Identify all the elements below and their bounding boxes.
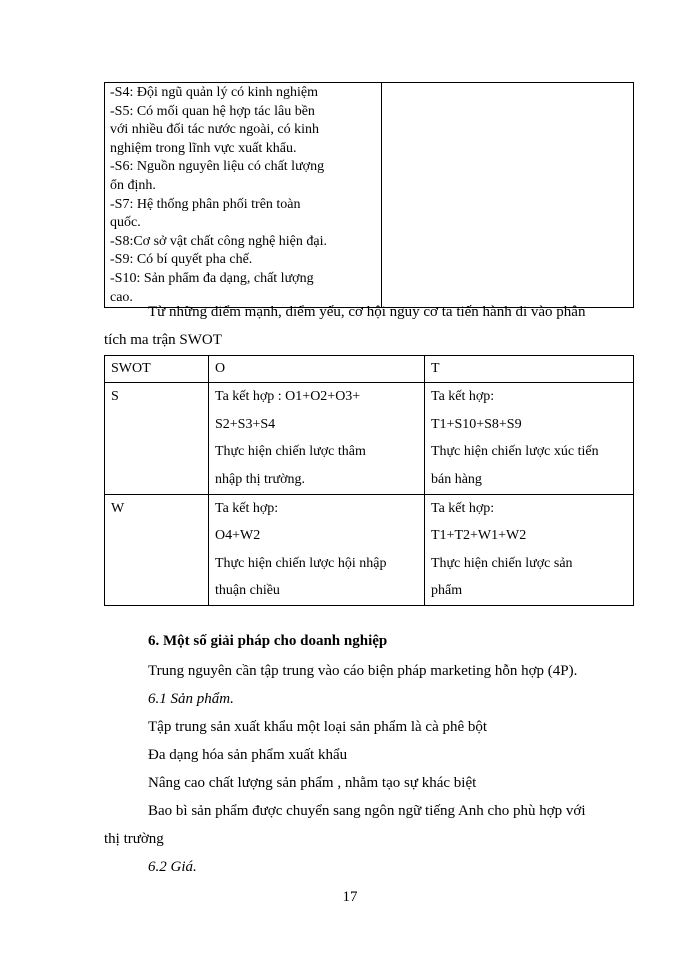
strength-line: -S7: Hệ thống phân phối trên toàn (110, 196, 301, 212)
paragraph: Đa dạng hóa sản phẩm xuất khẩu (148, 747, 348, 763)
empty-cell (382, 83, 634, 308)
cell-line: Thực hiện chiến lược thâm (215, 444, 366, 459)
cell-line: Ta kết hợp: (431, 389, 495, 404)
swot-cell-wo (209, 494, 425, 606)
swot-matrix (104, 355, 634, 606)
paragraph: Nâng cao chất lượng sản phẩm , nhằm tạo sự khác biệt (148, 775, 477, 791)
swot-cell-so (209, 383, 425, 495)
cell-line: Ta kết hợp: (431, 500, 495, 516)
paragraph: Tập trung sản xuất khẩu một loại sản phẩm là cà phê bột (148, 719, 488, 735)
strength-line: quốc. (110, 215, 141, 231)
strength-line: cao. (110, 289, 133, 305)
intro-line-1: Từ những điểm mạnh, điểm yếu, cơ hội nguy cơ ta tiến hành đi vào phân (148, 304, 586, 320)
cell-line: Thực hiện chiến lược xúc tiến (431, 444, 599, 459)
cell-line: Thực hiện chiến lược hội nhập (215, 555, 387, 571)
swot-cell-wt (425, 494, 634, 606)
paragraph: thị trường (104, 831, 164, 847)
section-heading: 6. Một số giải pháp cho doanh nghiệp (148, 633, 388, 649)
swot-header-corner: SWOT (105, 356, 209, 383)
strength-line: -S8:Cơ sở vật chất công nghệ hiện đại. (110, 233, 327, 249)
cell-line: nhập thị trường. (215, 471, 306, 487)
strength-line: -S5: Có mối quan hệ hợp tác lâu bền (110, 103, 315, 119)
cell-line: Thực hiện chiến lược sản (431, 555, 573, 571)
page-number: 17 (342, 889, 358, 905)
strengths-cell (105, 83, 382, 308)
strength-line: nghiệm trong lĩnh vực xuất khẩu. (110, 140, 297, 156)
cell-line: phẩm (431, 583, 463, 598)
strength-line: -S9: Có bí quyết pha chế. (110, 252, 253, 268)
row-label: S (111, 389, 119, 404)
swot-header-t: T (425, 356, 634, 383)
cell-line: Ta kết hợp : O1+O2+O3+ (215, 389, 361, 404)
strength-line: với nhiều đối tác nước ngoài, có kinh (110, 122, 320, 138)
paragraph: Bao bì sản phẩm được chuyển sang ngôn ngữ tiếng Anh cho phù hợp với (148, 803, 586, 819)
cell-line: S2+S3+S4 (215, 416, 276, 432)
cell-line: O4+W2 (215, 528, 261, 543)
strengths-table (104, 82, 634, 308)
cell-line: T1+T2+W1+W2 (431, 528, 527, 543)
strength-line: -S10: Sản phẩm đa dạng, chất lượng (110, 270, 314, 286)
cell-line: T1+S10+S8+S9 (431, 416, 522, 432)
row-label: W (111, 500, 125, 516)
cell-line: Ta kết hợp: (215, 500, 279, 516)
cell-line: thuận chiều (215, 583, 280, 598)
strength-line: -S4: Đội ngũ quản lý có kinh nghiệm (110, 85, 319, 100)
swot-cell-st (425, 383, 634, 495)
swot-row-label-w (105, 494, 209, 606)
swot-row-label-s (105, 383, 209, 495)
swot-header-o: O (209, 356, 425, 383)
paragraph: Trung nguyên cần tập trung vào cáo biện pháp marketing hỗn hợp (4P). (148, 663, 578, 679)
intro-line-2: tích ma trận SWOT (104, 332, 222, 348)
strength-line: -S6: Nguồn nguyên liệu có chất lượng (110, 159, 325, 175)
subheading-price: 6.2 Giá. (148, 859, 197, 875)
strength-line: ổn định. (110, 177, 156, 193)
subheading-product: 6.1 Sản phẩm. (148, 691, 234, 707)
cell-line: bán hàng (431, 471, 482, 487)
